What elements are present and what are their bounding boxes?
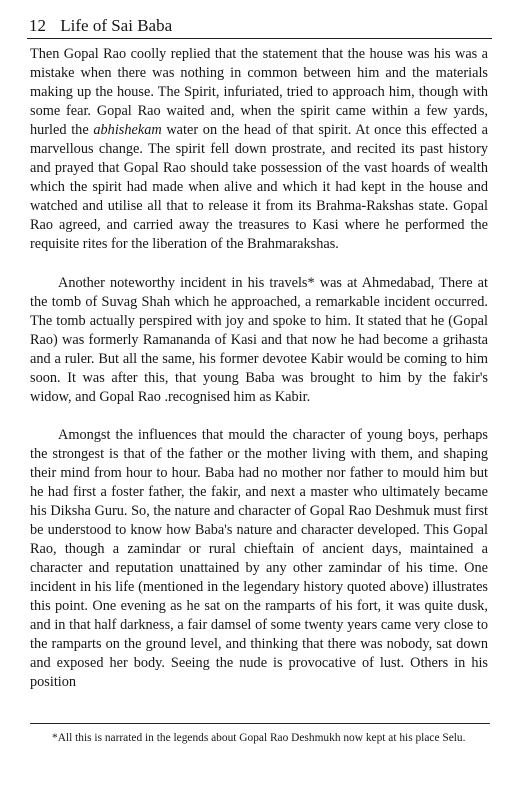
paragraph-1-text-b: water on the head of that spirit. At once this effected a marvellous change. The spirit fell down prostrate, and recited its past history and prayed that Gopal Rao should take possession of the vast hoards of wealth which the spirit had made when alive and which it had kept in the house and watched and utilise all that to release it from its Brahma-Rakshas state. Gopal Rao agreed, and carried away the treasures to Kasi where he performed the requisite rites for the liberation of the Brahmarakshas. <box>30 122 489 253</box>
paragraph-2: Another noteworthy incident in his travels* was at Ahmedabad, There at the tomb of Suvag Shah which he approached, a remarkable incident occurred. The tomb actually perspired with joy and spoke to him. It stated that he (Gopal Rao) was formerly Ramananda of Kasi and that now he had become a grihasta and a ruler. But all the same, his former devotee Kabir would be coming to him soon. It was after this, that young Baba was brought to him by the fakir's widow, and Gopal Rao .recognised him as Kabir. <box>30 274 488 405</box>
page-number: 12 <box>29 16 46 35</box>
running-title: Life of Sai Baba <box>60 16 173 35</box>
paragraph-1-text-a: Then Gopal Rao coolly replied that the statement that the house was his was a mistake when there was nothing in common between him and the materials making up the house. The Spirit, infuriated, tried to approach him, though with some fear. Gopal Rao waited and, when the spirit came within a few yards, hurled the <box>30 46 488 139</box>
paragraph-3: Amongst the influences that mould the character of young boys, perhaps the strongest is that of the father or the mother living with them, and shaping their mind from hour to hour. Baba had no mother nor father to mould him but he had first a foster father, the fakir, and next a master who ultimately became his Diksha Guru. So, the nature and character of Gopal Rao Deshmuk must first be understood to know how Baba's nature and character developed. This Gopal Rao, though a zamindar or rural chieftain of ancient days, maintained a character and reputation unattained by any other zamindar of his time. One incident in his life (mentioned in the legendary history quoted above) illustrates this point. One evening as he sat on the ramparts of his fort, it was quite dusk, and in that half darkness, a fair damsel of some twenty years came very close to the ramparts on the ground level, and thinking that there was nobody, sat down and exposed her body. Seeing the nude is provocative of lust. Others in his position <box>30 426 488 691</box>
footnote: *All this is narrated in the legends about Gopal Rao Deshmukh now kept at his place Selu. <box>52 732 466 744</box>
header-rule <box>27 38 492 39</box>
italic-term-abhishekam: abhishekam <box>93 122 162 139</box>
running-header <box>29 16 172 36</box>
footnote-rule <box>30 723 490 724</box>
body-text <box>30 45 488 693</box>
paragraph-1 <box>30 45 488 255</box>
